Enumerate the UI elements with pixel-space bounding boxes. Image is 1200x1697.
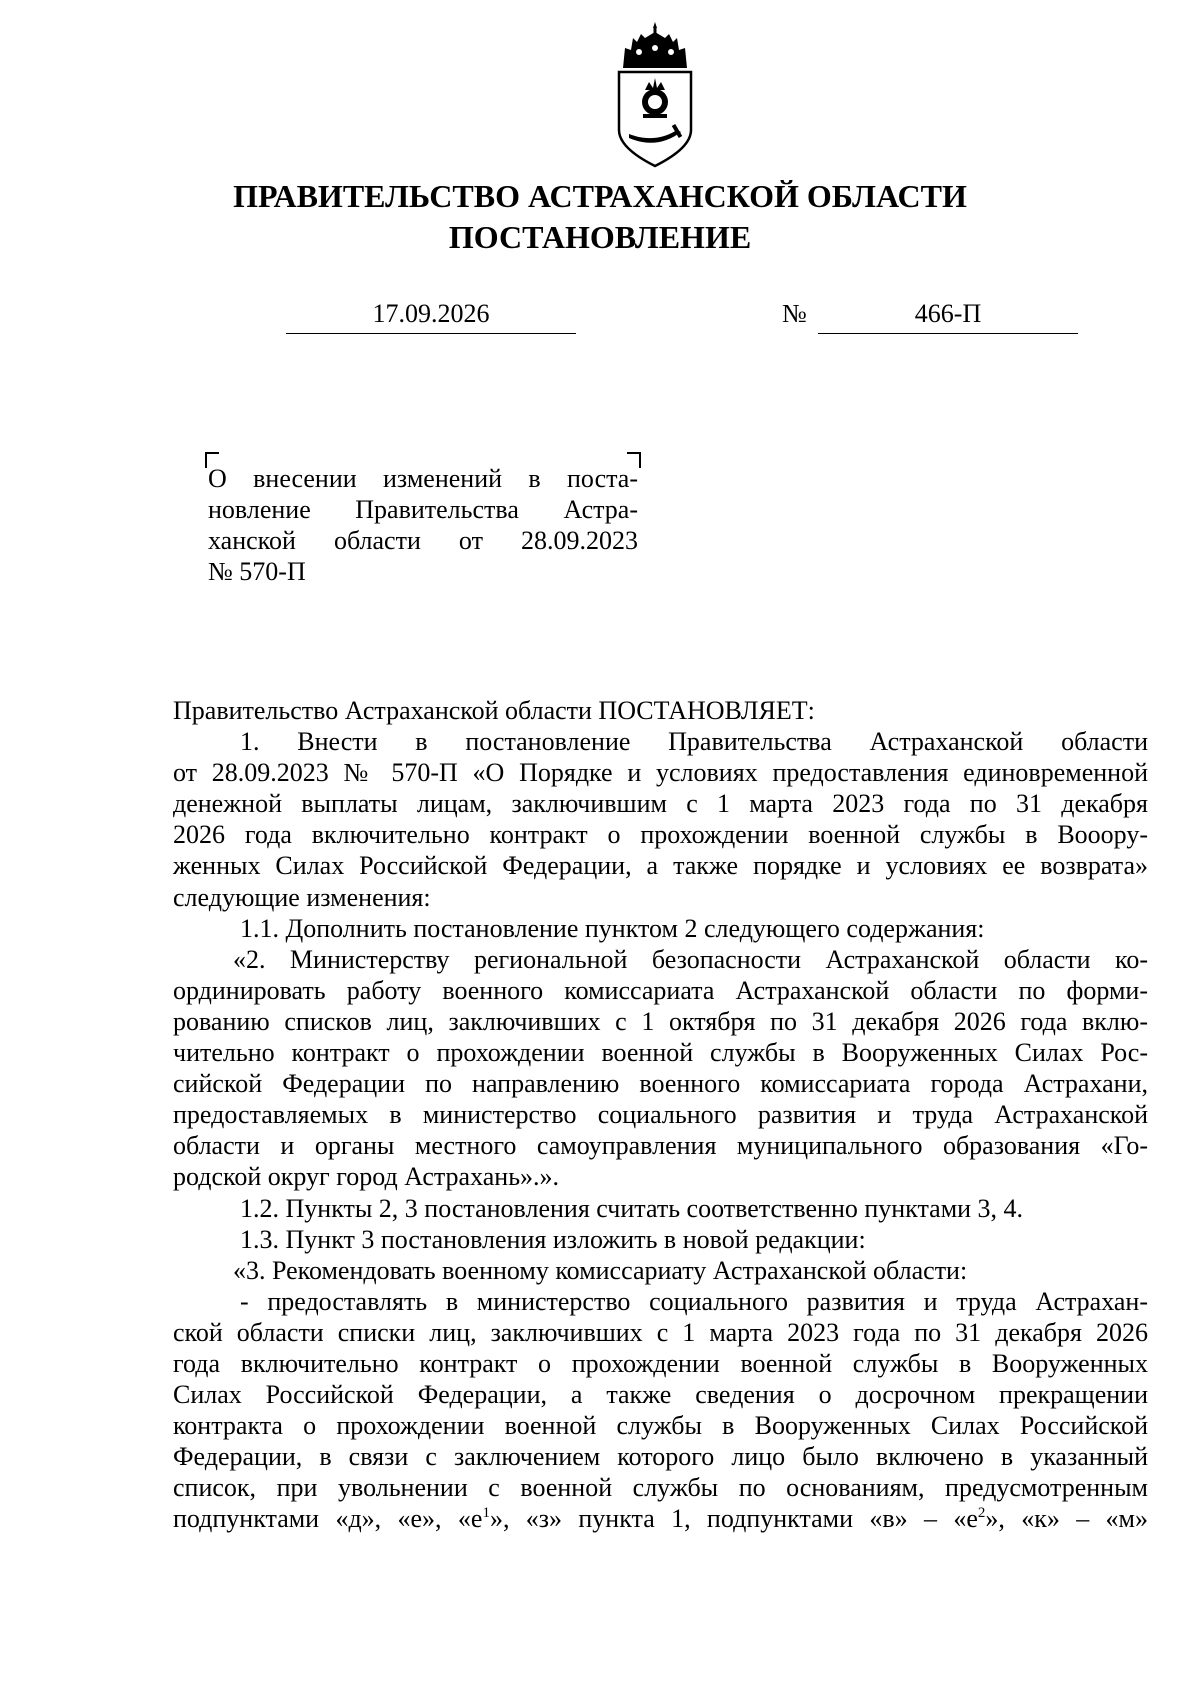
body-line: женных Силах Российской Федерации, а также порядке и условиях ее возврата»: [173, 851, 1148, 881]
body-line: родской округ город Астрахань».».: [173, 1162, 560, 1192]
subject-line: № 570-П: [208, 557, 306, 586]
body-line: 2026 года включительно контракт о прохождении военной службы в Вооору-: [173, 820, 1148, 850]
body-line: чительно контракт о прохождении военной службы в Вооруженных Силах Рос-: [173, 1038, 1148, 1068]
document-heading: [0, 176, 1200, 258]
body-line: 1.1. Дополнить постановление пунктом 2 следующего содержания:: [240, 913, 985, 943]
number-sign: №: [782, 299, 807, 328]
superscript: 2: [977, 1505, 986, 1522]
body-line: года включительно контракт о прохождении военной службы в Вооруженных: [173, 1348, 1148, 1378]
body-line: Правительство Астраханской области ПОСТАНОВЛЯЕТ:: [173, 696, 815, 725]
body-line: 1.3. Пункт 3 постановления изложить в новой редакции:: [240, 1224, 866, 1254]
body-line: - предоставлять в министерство социального развития и труда Астрахан-: [240, 1286, 1148, 1316]
body-line: «2. Министерству региональной безопасности Астраханской области ко-: [233, 944, 1148, 974]
body-line: «3. Рекомендовать военному комиссариату Астраханской области:: [233, 1255, 968, 1285]
document-date: 17.09.2026: [372, 299, 490, 328]
subject-line: О внесении изменений в поста-: [208, 464, 638, 493]
body-line: список, при увольнении с военной службы по основаниям, предусмотренным: [173, 1473, 1148, 1503]
superscript: 1: [482, 1505, 490, 1522]
last-line-part: », «к» – «м»: [985, 1504, 1148, 1534]
date-field: [286, 297, 576, 334]
body-line: Силах Российской Федерации, а также сведения о досрочном прекращении: [173, 1380, 1148, 1410]
number-field: [818, 297, 1078, 334]
body-line: сийской Федерации по направлению военного комиссариата города Астрахани,: [173, 1069, 1148, 1099]
body-line: предоставляемых в министерство социального развития и труда Астраханской: [173, 1100, 1148, 1130]
subject-line: новление Правительства Астра-: [208, 495, 638, 524]
body-line: 1.2. Пункты 2, 3 постановления считать соответственно пунктами 3, 4.: [240, 1193, 1024, 1223]
last-line-part: », «з» пункта 1, подпунктами «в» – «е: [489, 1504, 978, 1534]
document-number: 466-П: [914, 299, 982, 328]
body-line: от 28.09.2023 № 570-П «О Порядке и условиях предоставления единовременной: [173, 758, 1148, 788]
document-type-title: ПОСТАНОВЛЕНИЕ: [448, 219, 752, 255]
subject-line: ханской области от 28.09.2023: [208, 526, 638, 555]
astrakhan-coat-of-arms-icon: [615, 20, 695, 168]
body-line: следующие изменения:: [173, 882, 431, 912]
government-title: ПРАВИТЕЛЬСТВО АСТРАХАНСКОЙ ОБЛАСТИ: [233, 178, 967, 214]
body-line: ординировать работу военного комиссариата Астраханской области по форми-: [173, 975, 1148, 1005]
body-line: рованию списков лиц, заключивших с 1 октября по 31 декабря 2026 года вклю-: [173, 1006, 1148, 1036]
body-line: денежной выплаты лицам, заключившим с 1 марта 2023 года по 31 декабря: [173, 789, 1148, 819]
body-line: Федерации, в связи с заключением которого лицо было включено в указанный: [173, 1442, 1148, 1472]
document-body: [173, 695, 1148, 1535]
body-line: контракта о прохождении военной службы в Вооруженных Силах Российской: [173, 1411, 1148, 1441]
body-line-last: [173, 1503, 1148, 1534]
body-line: области и органы местного самоуправления муниципального образования «Го-: [173, 1131, 1148, 1161]
last-line-part: подпунктами «д», «е», «е: [173, 1504, 483, 1534]
body-line: 1. Внести в постановление Правительства Астраханской области: [240, 727, 1148, 757]
document-subject: [208, 463, 638, 587]
body-line: ской области списки лиц, заключивших с 1 марта 2023 года по 31 декабря 2026: [173, 1317, 1148, 1347]
